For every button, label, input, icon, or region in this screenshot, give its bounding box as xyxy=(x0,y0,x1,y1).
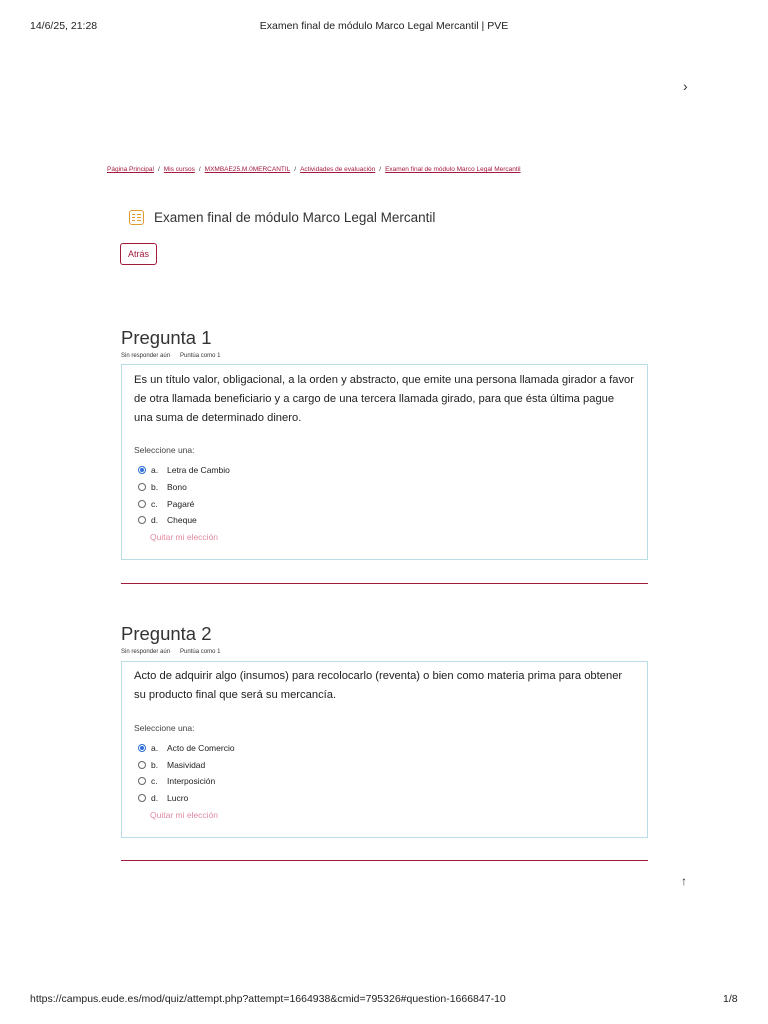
question-2-score: Puntúa como 1 xyxy=(180,649,221,655)
question-1-box xyxy=(121,364,648,560)
option-label: Acto de Comercio xyxy=(167,743,235,753)
question-2-option-d[interactable]: d. Lucro xyxy=(138,791,188,805)
breadcrumb-separator: / xyxy=(294,166,297,173)
breadcrumb-separator: / xyxy=(157,166,160,173)
question-2-status: Sin responder aún xyxy=(121,649,171,655)
question-2-box xyxy=(121,661,648,838)
question-2-prompt: Seleccione una: xyxy=(134,723,195,733)
breadcrumb-activities[interactable]: Actividades de evaluación xyxy=(300,166,376,173)
question-2-title: Pregunta 2 xyxy=(121,623,212,644)
question-1-status: Sin responder aún xyxy=(121,353,171,359)
option-label: Interposición xyxy=(167,776,216,786)
radio-icon[interactable] xyxy=(138,777,146,785)
option-label: Cheque xyxy=(167,515,197,525)
back-to-top-icon[interactable]: ↑ xyxy=(681,874,687,888)
question-2-option-a[interactable]: a. Acto de Comercio xyxy=(138,741,235,755)
radio-icon[interactable] xyxy=(138,794,146,802)
question-1-option-a[interactable]: a. Letra de Cambio xyxy=(138,463,230,477)
question-1-option-d[interactable]: d. Cheque xyxy=(138,513,197,527)
breadcrumb-my-courses[interactable]: Mis cursos xyxy=(163,166,195,173)
radio-checked-icon[interactable] xyxy=(138,744,146,752)
radio-icon[interactable] xyxy=(138,500,146,508)
print-datetime: 14/6/25, 21:28 xyxy=(30,20,98,32)
breadcrumb-course[interactable]: MXMBAE25.M.0MERCANTIL xyxy=(204,166,291,173)
question-1-prompt: Seleccione una: xyxy=(134,445,195,455)
breadcrumb-separator: / xyxy=(198,166,201,173)
page-title: Examen final de módulo Marco Legal Mercantil xyxy=(154,210,436,225)
option-label: Letra de Cambio xyxy=(167,465,230,475)
question-divider xyxy=(121,860,648,861)
radio-icon[interactable] xyxy=(138,516,146,524)
question-1-option-b[interactable]: b. Bono xyxy=(138,480,187,494)
question-1-text: Es un título valor, obligacional, a la orden y abstracto, que emite una persona llamada girador a favor de otra llamada beneficiario y a cargo de una tercera llamada girado, para que ésta última pague una suma de determinado dinero. xyxy=(134,374,635,424)
next-arrow-icon[interactable]: › xyxy=(683,78,688,94)
option-label: Masividad xyxy=(167,760,206,770)
back-button[interactable]: Atrás xyxy=(120,243,157,265)
radio-checked-icon[interactable] xyxy=(138,466,146,474)
breadcrumb-exam[interactable]: Examen final de módulo Marco Legal Mercantil xyxy=(385,166,521,173)
question-2-option-c[interactable]: c. Interposición xyxy=(138,774,215,788)
question-1-title: Pregunta 1 xyxy=(121,327,212,348)
print-url: https://campus.eude.es/mod/quiz/attempt.php?attempt=1664938&cmid=795326#question-1666847-10 xyxy=(30,993,506,1005)
breadcrumb-separator: / xyxy=(379,166,382,173)
print-doc-title: Examen final de módulo Marco Legal Mercantil | PVE xyxy=(259,20,509,32)
question-divider xyxy=(121,583,648,584)
question-1-option-c[interactable]: c. Pagaré xyxy=(138,497,194,511)
question-2-meta xyxy=(121,649,220,655)
question-1-score: Puntúa como 1 xyxy=(180,353,221,359)
question-2-text: Acto de adquirir algo (insumos) para recolocarlo (reventa) o bien como materia prima para obtener su producto final que será su mercancía. xyxy=(134,670,623,701)
radio-icon[interactable] xyxy=(138,761,146,769)
print-page-count: 1/8 xyxy=(723,993,738,1005)
breadcrumb-home[interactable]: Página Principal xyxy=(107,166,154,173)
option-label: Bono xyxy=(167,482,187,492)
question-2-option-b[interactable]: b. Masividad xyxy=(138,758,205,772)
breadcrumb xyxy=(107,166,521,173)
quiz-icon xyxy=(129,210,144,225)
question-1-meta xyxy=(121,353,220,359)
option-label: Pagaré xyxy=(167,499,195,509)
radio-icon[interactable] xyxy=(138,483,146,491)
question-1-clear-choice[interactable]: Quitar mi elección xyxy=(150,532,219,542)
option-label: Lucro xyxy=(167,793,189,803)
question-2-clear-choice[interactable]: Quitar mi elección xyxy=(150,810,219,820)
